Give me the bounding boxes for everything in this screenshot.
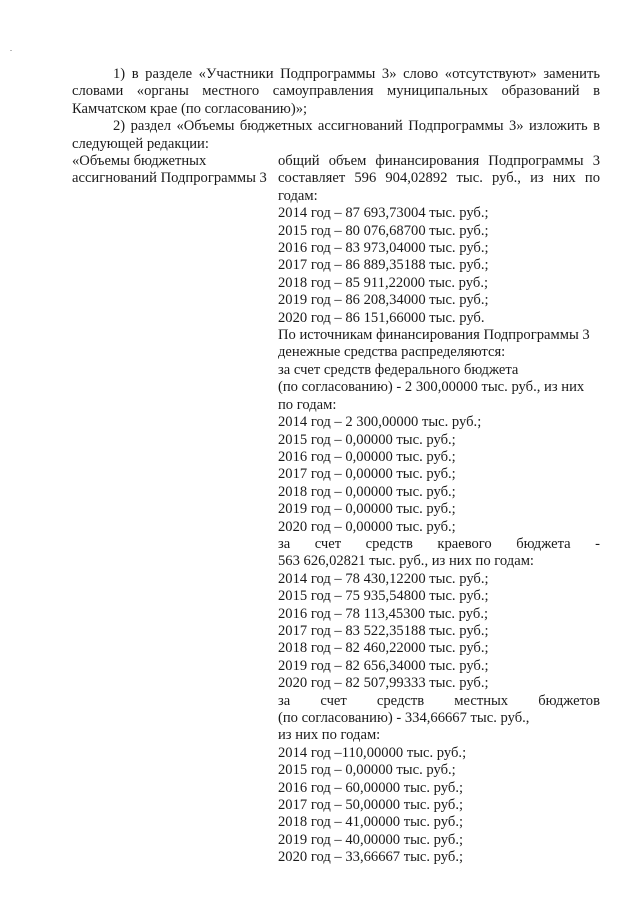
local-line-3: из них по годам: bbox=[278, 727, 381, 744]
federal-year-2014: 2014 год – 2 300,00000 тыс. руб.; bbox=[278, 414, 482, 431]
regional-year-2019: 2019 год – 82 656,34000 тыс. руб.; bbox=[278, 657, 489, 674]
scan-speck bbox=[10, 50, 12, 51]
local-year-2019: 2019 год – 40,00000 тыс. руб.; bbox=[278, 831, 464, 848]
federal-year-2017: 2017 год – 0,00000 тыс. руб.; bbox=[278, 466, 456, 483]
federal-line-1: за счет средств федерального бюджета bbox=[278, 361, 519, 378]
intro-section bbox=[72, 66, 600, 153]
total-year-2015: 2015 год – 80 076,68700 тыс. руб.; bbox=[278, 222, 489, 239]
regional-year-2018: 2018 год – 82 460,22000 тыс. руб.; bbox=[278, 640, 489, 657]
federal-year-2015: 2015 год – 0,00000 тыс. руб.; bbox=[278, 431, 456, 448]
regional-year-2017: 2017 год – 83 522,35188 тыс. руб.; bbox=[278, 622, 489, 639]
total-text: общий объем финансирования Подпрограммы 3 составляет 596 904,02892 тыс. руб., из них по годам: bbox=[278, 153, 600, 204]
federal-line-3: по годам: bbox=[278, 396, 337, 413]
sources-intro-2: денежные средства распределяются: bbox=[278, 344, 506, 361]
federal-year-2020: 2020 год – 0,00000 тыс. руб.; bbox=[278, 518, 456, 535]
federal-year-2018: 2018 год – 0,00000 тыс. руб.; bbox=[278, 483, 456, 500]
local-line-1: за счет средств местных бюджетов bbox=[278, 692, 600, 709]
sources-intro-1: По источникам финансирования Подпрограммы 3 bbox=[278, 327, 590, 344]
total-year-2016: 2016 год – 83 973,04000 тыс. руб.; bbox=[278, 240, 489, 257]
local-year-2017: 2017 год – 50,00000 тыс. руб.; bbox=[278, 797, 464, 814]
left-label: «Объемы бюджетных ассигнований Подпрограммы 3 bbox=[72, 153, 267, 187]
local-year-2014: 2014 год –110,00000 тыс. руб.; bbox=[278, 744, 467, 761]
total-year-2019: 2019 год – 86 208,34000 тыс. руб.; bbox=[278, 292, 489, 309]
regional-year-2016: 2016 год – 78 113,45300 тыс. руб.; bbox=[278, 605, 489, 622]
local-year-2020: 2020 год – 33,66667 тыс. руб.; bbox=[278, 849, 464, 866]
total-year-2014: 2014 год – 87 693,73004 тыс. руб.; bbox=[278, 205, 489, 222]
local-year-2018: 2018 год – 41,00000 тыс. руб.; bbox=[278, 814, 464, 831]
budget-table bbox=[72, 153, 600, 867]
total-year-2020: 2020 год – 86 151,66000 тыс. руб. bbox=[278, 309, 485, 326]
regional-line-2: 563 626,02821 тыс. руб., из них по годам: bbox=[278, 553, 534, 570]
federal-line-2: (по согласованию) - 2 300,00000 тыс. руб., из них bbox=[278, 379, 585, 396]
paragraph-1: 1) в разделе «Участники Подпрограммы 3» слово «отсутствуют» заменить словами «органы местного самоуправления муниципальных образований в Камчатском крае (по согласованию)»; bbox=[72, 66, 600, 117]
federal-year-2016: 2016 год – 0,00000 тыс. руб.; bbox=[278, 448, 456, 465]
total-year-2017: 2017 год – 86 889,35188 тыс. руб.; bbox=[278, 257, 489, 274]
regional-year-2014: 2014 год – 78 430,12200 тыс. руб.; bbox=[278, 570, 489, 587]
local-year-2015: 2015 год – 0,00000 тыс. руб.; bbox=[278, 762, 456, 779]
federal-year-2019: 2019 год – 0,00000 тыс. руб.; bbox=[278, 501, 456, 518]
budget-content bbox=[278, 153, 600, 867]
local-year-2016: 2016 год – 60,00000 тыс. руб.; bbox=[278, 779, 464, 796]
regional-line-1: за счет средств краевого бюджета - bbox=[278, 535, 600, 552]
total-year-2018: 2018 год – 85 911,22000 тыс. руб.; bbox=[278, 274, 489, 291]
local-line-2: (по согласованию) - 334,66667 тыс. руб., bbox=[278, 710, 530, 726]
paragraph-2: 2) раздел «Объемы бюджетных ассигнований Подпрограммы 3» изложить в следующей редакции: bbox=[72, 118, 600, 152]
regional-year-2015: 2015 год – 75 935,54800 тыс. руб.; bbox=[278, 588, 489, 605]
regional-year-2020: 2020 год – 82 507,99333 тыс. руб.; bbox=[278, 675, 489, 692]
